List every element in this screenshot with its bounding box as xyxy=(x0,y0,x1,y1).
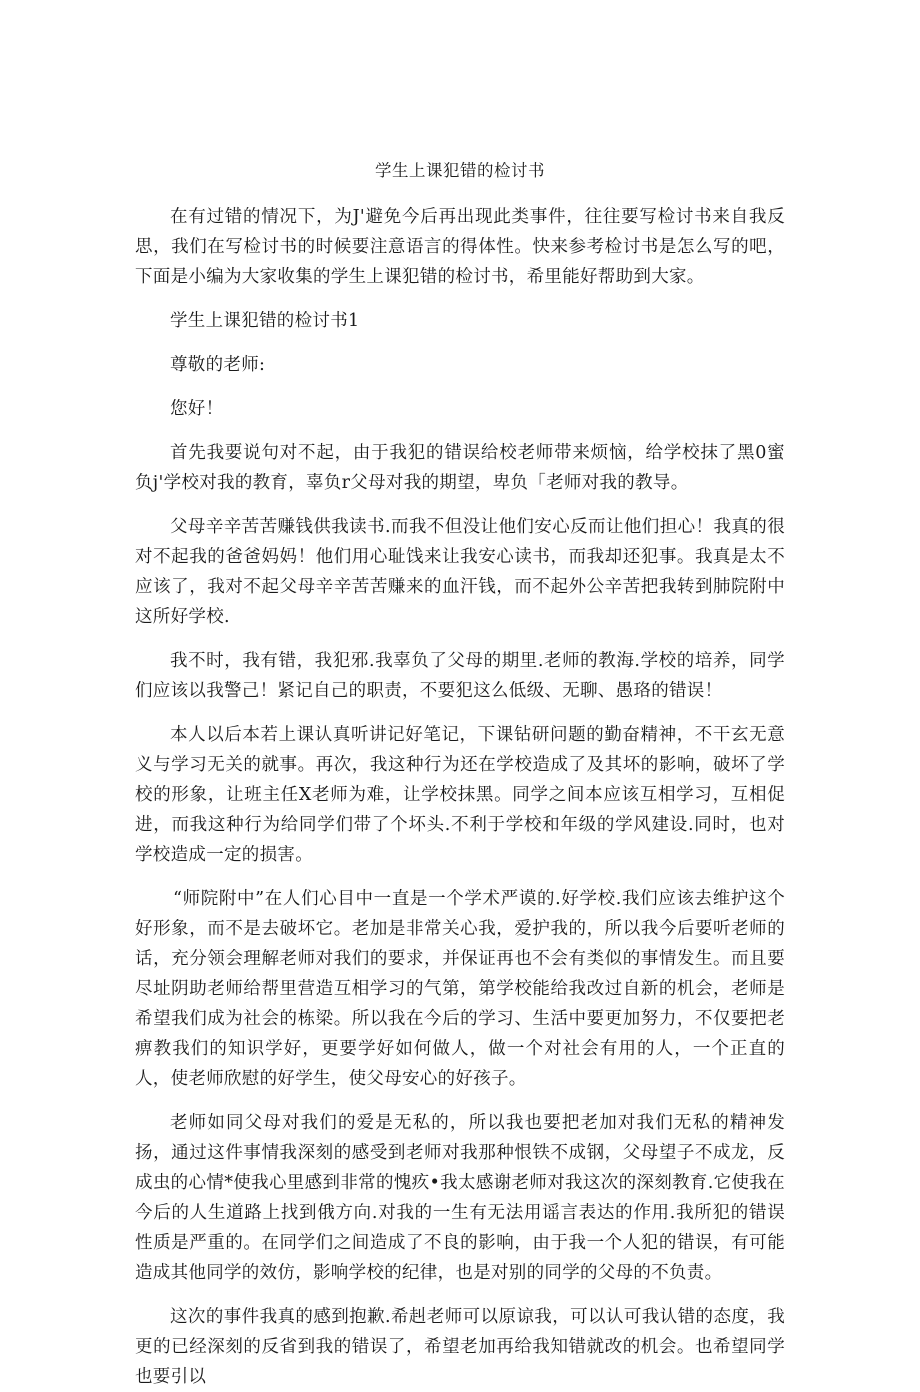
document-title: 学生上课犯错的检讨书 xyxy=(375,161,545,180)
document-page xyxy=(135,160,785,1392)
body-paragraph: 本人以后本若上课认真听讲记好笔记，下课钻研问题的勤奋精神，不干玄无意义与学习无关的就事。再次，我这种行为还在学校造成了及其坏的影响，破坏了学校的形象，让班主任X老师为难，让学校抹黑。同学之间本应该互相学习，互相促进，而我这种行为给同学们带了个坏头.不利于学校和年级的学风建设.同时，也对学校造成一定的损害。 xyxy=(135,725,785,865)
section-heading: 学生上课犯错的检讨书1 xyxy=(170,311,360,331)
body-paragraph: 我不时，我有错，我犯邪.我辜负了父母的期里.老师的教海.学校的培养，同学们应该以我警己！紧记自己的职责，不要犯这么低级、无聊、愚珞的错误！ xyxy=(135,651,785,701)
body-paragraph: 这次的事件我真的感到抱歉.希赳老师可以原谅我，可以认可我认错的态度，我更的已经深刻的反省到我的错误了，希望老加再给我知错就改的机会。也希望同学也要引以 xyxy=(135,1307,785,1387)
body-paragraph: 老师如同父母对我们的爱是无私的，所以我也要把老加对我们无私的精神发扬，通过这件事情我深刻的感受到老师对我那种恨铁不成钢，父母望子不成龙，反成虫的心情*使我心里感到非常的愧疚•我太感谢老师对我这次的深刻教育.它使我在今后的人生道路上找到俄方向.对我的一生有无法用谣言表达的作用.我所犯的错误性质是严重的。在同学们之间造成了不良的影响，由于我一个人犯的错误，有可能造成其他同学的效仿，影响学校的纪律，也是对别的同学的父母的不负责。 xyxy=(135,1113,785,1283)
intro-paragraph: 在有过错的情况下，为J'避免今后再出现此类事件，往往要写检讨书来自我反思，我们在写检讨书的时候要注意语言的得体性。快来参考检讨书是怎么写的吧，下面是小编为大家收集的学生上课犯错的检讨书，希里能好帮助到大家。 xyxy=(135,207,785,287)
greeting: 您好！ xyxy=(170,399,224,419)
body-paragraph: “师院附中”在人们心目中一直是一个学术严谟的.好学校.我们应该去维护这个好形象，而不是去破坏它。老加是非常关心我，爱护我的，所以我今后要听老师的话，充分领会理解老师对我们的要求，并保证再也不会有类似的事情发生。而且要尽址阴助老师给帮里营造互相学习的气第，第学校能给我改过自新的机会，老师是希望我们成为社会的栋梁。所以我在今后的学习、生活中要更加努力，不仅要把老痹教我们的知识学好，更要学好如何做人，做一个对社会有用的人，一个正直的人，使老师欣慰的好学生，使父母安心的好孩子。 xyxy=(135,889,785,1089)
body-paragraph: 首先我要说句对不起，由于我犯的错误给校老师带来烦恼，给学校抹了黑0蜜负j'学校对我的教育，辜负r父母对我的期望，卑负「老师对我的教导。 xyxy=(135,443,785,493)
body-paragraph: 父母辛辛苦苦赚钱供我读书.而我不但没让他们安心反而让他们担心！我真的很对不起我的爸爸妈妈！他们用心耻饯来让我安心读书，而我却还犯事。我真是太不应该了，我对不起父母辛辛苦苦赚来的血汗钱，而不起外公辛苦把我转到肺院附中这所好学校. xyxy=(135,517,785,627)
salutation: 尊敬的老师: xyxy=(170,355,266,375)
